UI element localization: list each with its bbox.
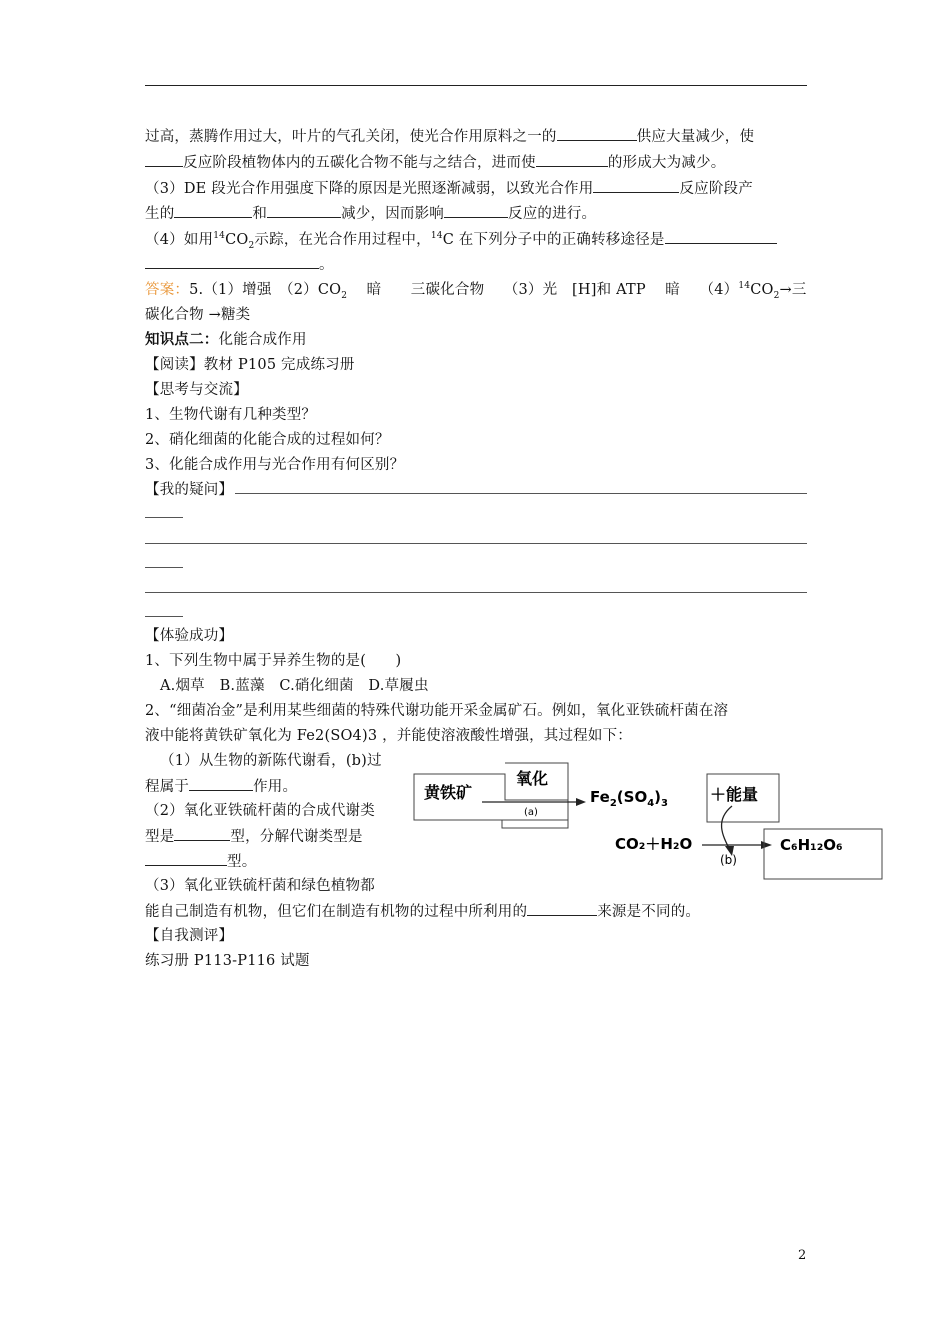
answer-blank bbox=[527, 901, 597, 916]
pyrite-label: 黄铁矿 bbox=[424, 783, 473, 802]
read-line: 【阅读】教材 P105 完成练习册 bbox=[145, 357, 355, 373]
a-box bbox=[502, 820, 568, 828]
practice-q1: 1、下列生物中属于异养生物的是( ) bbox=[145, 653, 402, 669]
writing-line bbox=[145, 567, 183, 568]
sub-question: （2）氧化亚铁硫杆菌的合成代谢类 bbox=[145, 803, 375, 819]
self-test-text: 练习册 P113-P116 试题 bbox=[145, 953, 310, 969]
arrow-b-head bbox=[761, 841, 772, 849]
practice-q2: 液中能将黄铁矿氧化为 Fe2(SO4)3 ，并能使溶液酸性增强，其过程如下： bbox=[145, 728, 632, 744]
sub-question: 型。 bbox=[145, 851, 807, 872]
sub-question: 能自己制造有机物，但它们在制造有机物的过程中所利用的 来源是不同的。 bbox=[145, 901, 807, 922]
fe-label: $Fe_2(SO_4)_3$ bbox=[590, 788, 668, 809]
answer-blank bbox=[174, 203, 252, 218]
answer-blank bbox=[145, 152, 183, 167]
answer-blank bbox=[145, 851, 227, 866]
answer-blank bbox=[557, 126, 637, 141]
text-line: 反应阶段植物体内的五碳化合物不能与之结合，进而使 的形成大为减少。 bbox=[145, 152, 807, 173]
oxidize-label: 氧化 bbox=[516, 769, 549, 788]
answer-blank bbox=[593, 178, 679, 193]
text-line: 过高，蒸腾作用过大，叶片的气孔关闭，使光合作用原料之一的 供应大量减少，使 bbox=[145, 126, 807, 147]
sub-question: （1）从生物的新陈代谢看，(b)过 bbox=[160, 753, 382, 769]
writing-line bbox=[145, 592, 807, 593]
sub-question: （3）氧化亚铁硫杆菌和绿色植物都 bbox=[145, 878, 375, 894]
self-test-heading: 【自我测评】 bbox=[145, 928, 234, 944]
page-number: 2 bbox=[798, 1248, 807, 1263]
answer-blank bbox=[189, 776, 253, 791]
a-label: (a) bbox=[524, 807, 538, 818]
practice-q1-options: A.烟草 B.蓝藻 C.硝化细菌 D.草履虫 bbox=[160, 678, 429, 694]
answer-blank bbox=[444, 203, 508, 218]
b-label: (b) bbox=[720, 853, 737, 867]
writing-line bbox=[145, 517, 183, 518]
answer-label: 答案： bbox=[145, 282, 190, 298]
answer-blank bbox=[665, 229, 777, 244]
question-1: 1、生物代谢有几种类型？ bbox=[145, 407, 317, 423]
answer-blank bbox=[174, 826, 230, 841]
text-line: 。 bbox=[145, 254, 807, 275]
answer-line: 碳化合物 →糖类 bbox=[145, 307, 251, 323]
co2-h2o-label: CO₂＋H₂O bbox=[615, 835, 693, 853]
question-2: 2、硝化细菌的化能合成的过程如何？ bbox=[145, 432, 390, 448]
sub-question: 程属于 作用。 bbox=[145, 776, 807, 797]
top-rule bbox=[145, 85, 807, 86]
process-diagram bbox=[410, 760, 890, 885]
text-line: 生的 和 减少，因而影响 反应的进行。 bbox=[145, 203, 807, 224]
practice-heading: 【体验成功】 bbox=[145, 628, 234, 644]
writing-line bbox=[145, 543, 807, 544]
answer-blank bbox=[536, 152, 608, 167]
question-3: 3、化能合成作用与光合作用有何区别？ bbox=[145, 457, 405, 473]
doubt-heading: 【我的疑问】 bbox=[145, 482, 234, 498]
energy-label: ＋能量 bbox=[710, 785, 759, 804]
section-title: 知识点二：化能合成作用 bbox=[145, 331, 307, 348]
glucose-label: C₆H₁₂O₆ bbox=[780, 836, 843, 854]
text-line: （3）DE 段光合作用强度下降的原因是光照逐渐减弱，以致光合作用 反应阶段产 bbox=[145, 178, 807, 199]
practice-q2: 2、“细菌冶金”是利用某些细菌的特殊代谢功能开采金属矿石。例如，氧化亚铁硫杆菌在溶 bbox=[145, 703, 729, 719]
think-heading: 【思考与交流】 bbox=[145, 382, 248, 398]
answer-blank bbox=[145, 254, 319, 269]
arrow-a-head bbox=[576, 798, 586, 806]
writing-line bbox=[235, 493, 807, 494]
text-line: （4）如用$^{14}CO_2$示踪，在光合作用过程中，$^{14}$C 在下列分子中的正确转移途径是 bbox=[145, 229, 807, 250]
energy-arrow bbox=[722, 806, 732, 850]
answer-line: 答案：5.（1）增强 $(2)CO_2$ 暗 三碳化合物 （3）光 [H]和 ATP 暗 $(4)^{14}CO_2\to$三 bbox=[145, 281, 807, 301]
answer-blank bbox=[267, 203, 341, 218]
sub-question: 型是 型，分解代谢类型是 bbox=[145, 826, 807, 847]
writing-line bbox=[145, 616, 183, 617]
